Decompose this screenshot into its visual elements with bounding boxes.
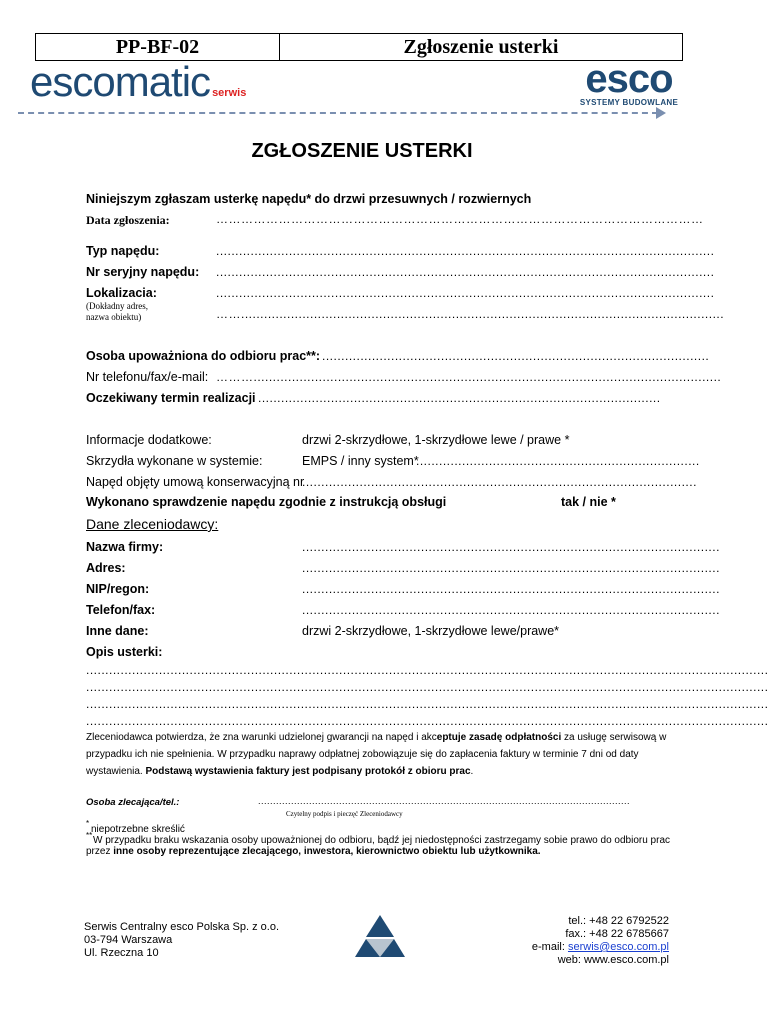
tel-label: Nr telefonu/fax/e-mail:: [86, 370, 209, 384]
telefon-field[interactable]: .............................................................................................................: [302, 603, 720, 617]
sign-note: Czytelny podpis i pieczęć Zleceniodawcy: [286, 810, 403, 818]
typ-field[interactable]: ..................................................................................................................................: [216, 244, 715, 258]
footer-web[interactable]: web: www.esco.com.pl: [557, 954, 669, 966]
confirm-line-3: [86, 766, 473, 777]
adres-field[interactable]: .............................................................................................................: [302, 561, 720, 575]
header-divider: [18, 112, 658, 114]
document-title: ZGŁOSZENIE USTERKI: [251, 140, 473, 162]
sign-label: Osoba zlecająca/tel.:: [86, 797, 180, 808]
note-2: W przypadku braku wskazania osoby upoważnionej do odbioru, bądź jej niedostępności zastrzegamy sobie prawo do odbioru prac: [93, 835, 671, 846]
telefon-label: Telefon/fax:: [86, 603, 156, 617]
footer-email-link[interactable]: serwis@esco.com.pl: [567, 941, 669, 953]
footer-tel: tel.: +48 22 6792522: [568, 915, 669, 927]
footer-fax: fax.: +48 22 6785667: [565, 928, 669, 940]
info-value-2: EMPS / inny system*: [302, 454, 419, 468]
info-label-2: Skrzydła wykonane w systemie:: [86, 454, 263, 468]
adres-label: Adres:: [86, 561, 126, 575]
umowa-field[interactable]: .......................................................................................................: [302, 475, 697, 489]
system-field[interactable]: ..........................................................................: [416, 454, 700, 468]
info-value-4[interactable]: tak / nie *: [561, 495, 616, 509]
note-star-1: *: [86, 819, 90, 828]
data-label: Data zgłoszenia:: [86, 213, 170, 227]
note-3a: przez: [86, 846, 114, 857]
info-label-3: Napęd objęty umową konserwacyjną nr: [86, 475, 305, 489]
esco-logo-sub: SYSTEMY BUDOWLANE: [579, 98, 679, 107]
opis-line-4[interactable]: ..................................................................................................................................................................................: [86, 714, 768, 728]
lok-label: Lokalizacia:: [86, 286, 157, 300]
confirm-text-3a: wystawienia.: [86, 766, 146, 777]
lok-note-2: nazwa obiektu): [86, 312, 142, 322]
form-code: PP-BF-02: [36, 34, 280, 60]
confirm-text-3c: .: [470, 766, 474, 777]
opis-line-1[interactable]: ..................................................................................................................................................................................: [86, 663, 768, 677]
client-heading: Dane zleceniodawcy:: [86, 516, 219, 532]
lok-field-1[interactable]: ..................................................................................................................................: [216, 286, 715, 300]
footer-city: 03-794 Warszawa: [84, 934, 173, 946]
note-3b: inne osoby reprezentujące zlecającego, inwestora, kierownictwo obiektu lub użytkownika.: [113, 846, 541, 857]
nip-field[interactable]: .............................................................................................................: [302, 582, 720, 596]
footer-company: Serwis Centralny esco Polska Sp. z o.o.: [84, 921, 280, 933]
opis-line-3[interactable]: ..................................................................................................................................................................................: [86, 697, 768, 711]
tel-field[interactable]: ………..........................................................................................................................: [216, 370, 722, 384]
termin-label: Oczekiwany termin realizacji: [86, 391, 256, 405]
nr-label: Nr seryjny napędu:: [86, 265, 200, 279]
lok-note-1: (Dokładny adres,: [86, 301, 148, 311]
esco-triangle-logo-icon: [355, 913, 405, 959]
info-value-1: drzwi 2-skrzydłowe, 1-skrzydłowe lewe / prawe *: [302, 433, 570, 447]
esco-logo: [578, 57, 680, 107]
footer-street: Ul. Rzeczna 10: [84, 947, 159, 959]
note-1: niepotrzebne skreślić: [91, 824, 185, 835]
confirm-line-2: przypadku ich nie spełnienia. W przypadku naprawy odpłatnej zobowiązuje się do zapłacenia faktury w terminie 7 dni od daty: [86, 749, 639, 760]
esco-logo-text: esco: [585, 57, 673, 101]
info-label-1: Informacje dodatkowe:: [86, 433, 212, 447]
nip-label: NIP/regon:: [86, 582, 150, 596]
escomatic-logo: [30, 58, 246, 106]
escomatic-logo-sub: serwis: [212, 87, 247, 99]
lok-field-2[interactable]: ……..............................................................................................................................: [216, 307, 725, 321]
confirm-line-1: [86, 732, 666, 743]
confirm-text-3b: Podstawą wystawienia faktury jest podpisany protokół z obioru prac: [145, 766, 471, 777]
footer-email: [532, 941, 669, 953]
firma-label: Nazwa firmy:: [86, 540, 164, 554]
divider-arrow-icon: [656, 107, 666, 119]
footer-email-label: e-mail:: [531, 941, 568, 953]
typ-label: Typ napędu:: [86, 244, 160, 258]
osoba-label: Osoba upoważniona do odbioru prac**:: [86, 349, 321, 363]
termin-field[interactable]: .........................................................................................................: [258, 391, 661, 405]
intro-text: Niniejszym zgłaszam usterkę napędu* do drzwi przesuwnych / rozwiernych: [86, 192, 532, 206]
nr-field[interactable]: ..................................................................................................................................: [216, 265, 715, 279]
inne-label: Inne dane:: [86, 624, 149, 638]
info-label-4: Wykonano sprawdzenie napędu zgodnie z instrukcją obsługi: [86, 495, 447, 509]
inne-value: drzwi 2-skrzydłowe, 1-skrzydłowe lewe/prawe*: [302, 624, 560, 638]
opis-label: Opis usterki:: [86, 645, 163, 659]
form-title: Zgłoszenie usterki: [403, 36, 559, 58]
data-field[interactable]: ………………………………………………………………………………………………………: [216, 212, 704, 226]
escomatic-logo-text: escomatic: [30, 58, 211, 105]
opis-line-2[interactable]: ..................................................................................................................................................................................: [86, 680, 768, 694]
note-star-2: **: [86, 831, 93, 840]
confirm-text-1c: za usługę serwisową w: [561, 732, 667, 743]
sign-field[interactable]: ............................................................................................................................: [258, 796, 631, 806]
osoba-field[interactable]: .....................................................................................................: [322, 349, 710, 363]
confirm-text-1b: eptuje zasadę odpłatności: [436, 732, 562, 743]
confirm-text-1a: Zleceniodawca potwierdza, że zna warunki udzielonej gwarancji na napęd i akc: [86, 732, 437, 743]
note-3: [86, 846, 541, 857]
firma-field[interactable]: .............................................................................................................: [302, 540, 720, 554]
